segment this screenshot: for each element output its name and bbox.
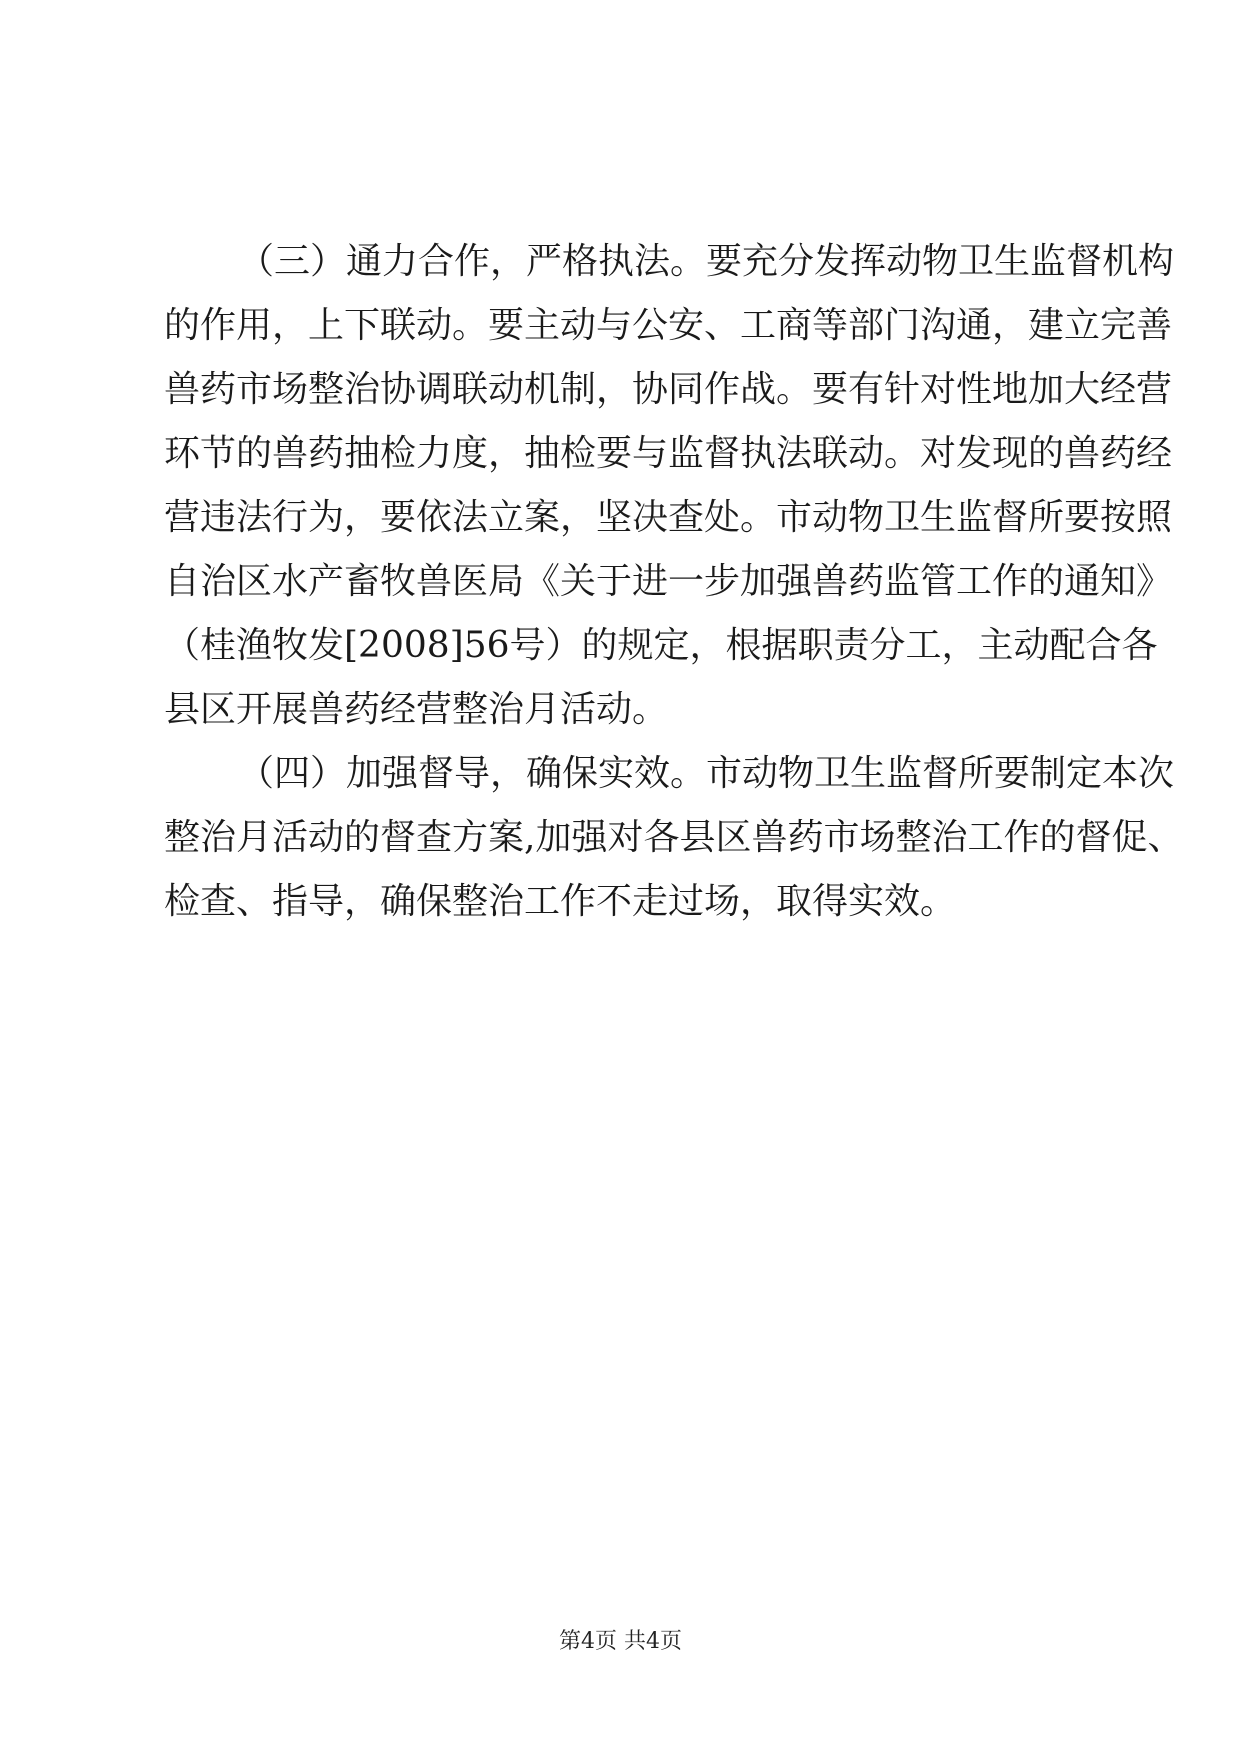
paragraph-line: 检查、指导，确保整治工作不走过场，取得实效。 — [164, 881, 957, 922]
paragraph-line: （四）加强督导，确保实效。市动物卫生监督所要制定本次 — [238, 753, 1175, 794]
paragraph-3 — [164, 230, 1175, 742]
paragraph-line: 整治月活动的督查方案,加强对各县区兽药市场整治工作的督促、 — [164, 817, 1184, 858]
paragraph-line: （三）通力合作，严格执法。要充分发挥动物卫生监督机构 — [238, 241, 1175, 282]
page-number-footer: 第4页 共4页 — [559, 1629, 682, 1654]
paragraph-line: 自治区水产畜牧兽医局《关于进一步加强兽药监管工作的通知》 — [164, 561, 1173, 602]
paragraph-line: 营违法行为，要依法立案，坚决查处。市动物卫生监督所要按照 — [164, 497, 1173, 538]
paragraph-line: 的作用，上下联动。要主动与公安、工商等部门沟通，建立完善 — [164, 305, 1173, 346]
paragraph-line: 环节的兽药抽检力度，抽检要与监督执法联动。对发现的兽药经 — [164, 433, 1173, 474]
paragraph-4 — [164, 742, 1184, 934]
document-body — [164, 230, 1184, 934]
paragraph-line: 县区开展兽药经营整治月活动。 — [164, 689, 669, 730]
paragraph-line: 兽药市场整治协调联动机制，协同作战。要有针对性地加大经营 — [164, 369, 1173, 410]
paragraph-line: （桂渔牧发[2008]56号）的规定，根据职责分工，主动配合各 — [164, 625, 1158, 666]
